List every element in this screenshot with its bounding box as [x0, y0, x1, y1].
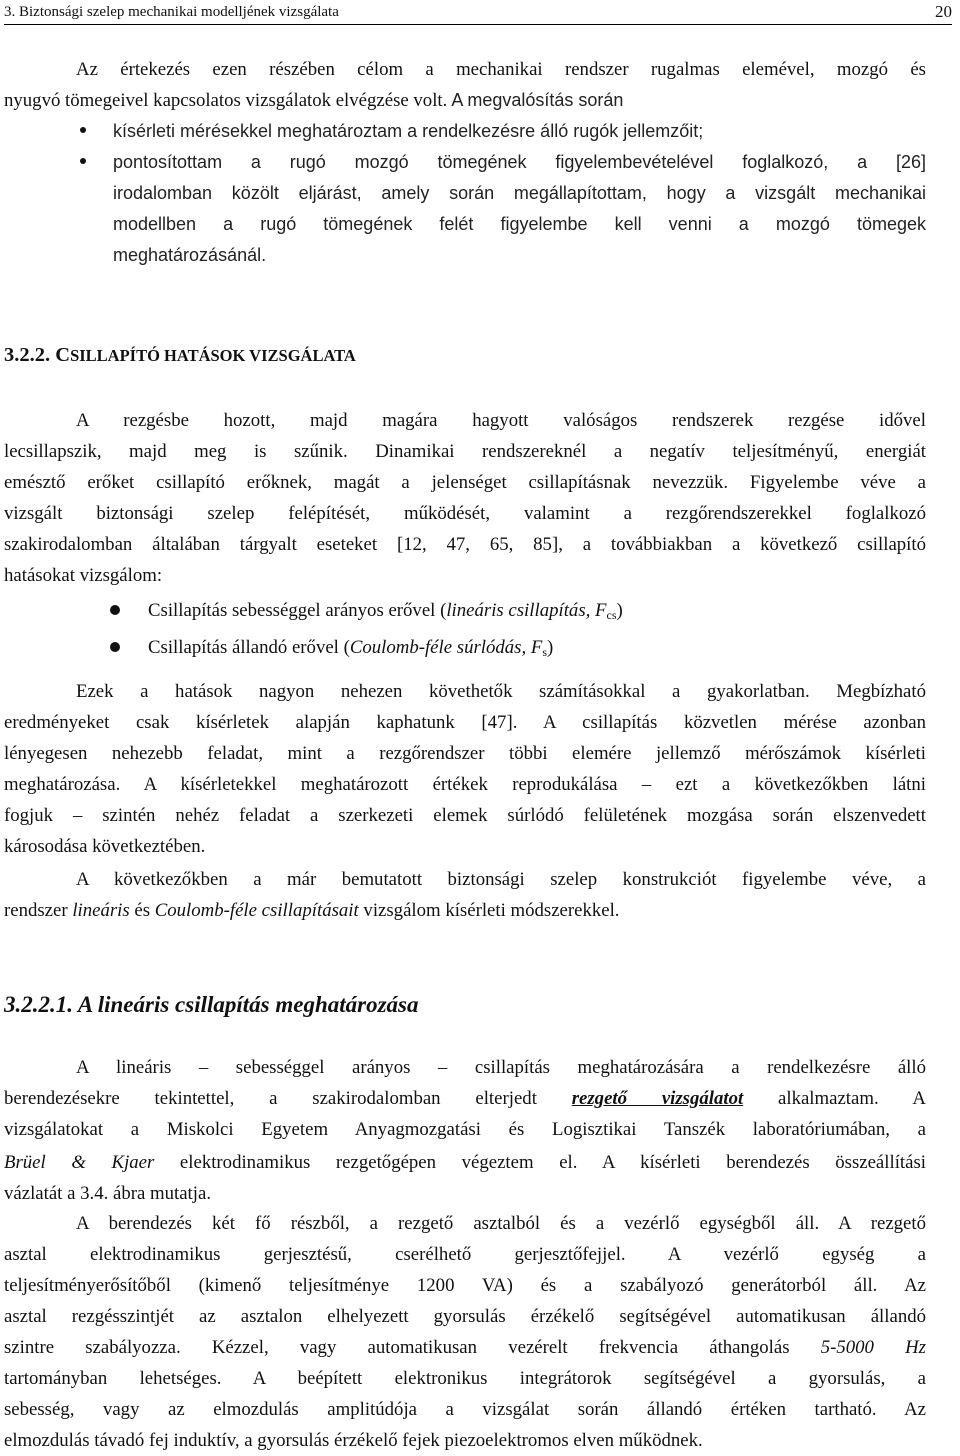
- para4-line-3: vizsgálatokat a Miskolci Egyetem Anyagmozgatási és Logisztikai Tanszék laboratóriumában, a: [4, 1119, 926, 1140]
- para5-line-5: [4, 1332, 926, 1363]
- para5-line-2: asztal elektrodinamikus gerjesztésű, cserélhető gerjesztőfejjel. A vezérlő egység a: [4, 1244, 926, 1265]
- section-title-initial: C: [55, 344, 71, 366]
- para4-line-2: [4, 1083, 926, 1114]
- para5-line-7: sebesség, vagy az elmozdulás amplitúdója a vizsgálat során állandó értéken tartható. Az: [4, 1399, 926, 1420]
- damping-bullet-1-sub: cs: [606, 608, 617, 622]
- bullet-icon: [110, 605, 120, 615]
- para4-text-a: berendezésekre tekintettel, a szakirodalomban elterjedt: [4, 1088, 572, 1109]
- intro-line-2-text: nyugvó tömegeivel kapcsolatos vizsgálatok elvégzése volt.: [4, 90, 448, 111]
- para3-italic-1: lineáris: [72, 900, 130, 921]
- para3-italic-2: Coulomb-féle csillapításait: [154, 900, 359, 921]
- para2-line-1: Ezek a hatások nagyon nehezen követhetők számításokkal a gyakorlatban. Megbízható: [76, 681, 926, 702]
- damping-bullet-2-sub: s: [542, 645, 548, 659]
- para5-line-3: teljesítményerősítőből (kimenő teljesítménye 1200 VA) és a szabályozó generátorból áll. Az: [4, 1275, 926, 1296]
- bullet-2-line-1: pontosítottam a rugó mozgó tömegének figyelembevételével foglalkozó, a [26]: [113, 152, 926, 172]
- para4-text-b: elektrodinamikus rezgetőgépen végeztem el. A kísérleti berendezés összeállítási: [154, 1152, 926, 1173]
- damping-bullet-1-end: ): [616, 600, 623, 621]
- bullet-icon: [110, 642, 120, 652]
- bullet-2-line-2: irodalomban közölt eljárást, amely során megállapítottam, hogy a vizsgált mechanikai: [113, 183, 926, 203]
- damping-bullet-1-italic: lineáris csillapítás, F: [446, 600, 607, 621]
- section-heading-3-2-2-1: [4, 989, 419, 1020]
- damping-bullet-1-text: Csillapítás sebességgel arányos erővel (: [148, 600, 447, 621]
- page-header: [4, 0, 952, 25]
- section-number: 3.2.2.: [4, 344, 51, 366]
- para1-line-6: hatásokat vizsgálom:: [4, 565, 163, 586]
- damping-bullet-2: [148, 632, 748, 668]
- section-heading-3-2-2: [4, 340, 356, 371]
- para1-line-3: emésztő erőket csillapító erőknek, magát a jelenséget csillapításnak nevezzük. Figyelembe véve a: [4, 472, 926, 493]
- para1-line-4: vizsgált biztonsági szelep felépítését, működését, valamint a rezgőrendszerekkel foglalkozó: [4, 503, 926, 524]
- para5-line-1: A berendezés két fő részből, a rezgető asztalból és a vezérlő egységből áll. A rezgető: [76, 1213, 926, 1234]
- para4-line-1: A lineáris – sebességgel arányos – csillapítás meghatározására a rendelkezésre álló: [76, 1057, 926, 1078]
- intro-lead-in-text: A megvalósítás során: [451, 90, 624, 110]
- para3-line-1: A következőkben a már bemutatott biztonsági szelep konstrukciót figyelembe véve, a: [76, 869, 926, 890]
- intro-line-2: [4, 85, 926, 116]
- intro-lead-in: [447, 90, 623, 110]
- para4-italic: Brüel & Kjaer: [4, 1152, 155, 1173]
- damping-bullet-2-end: ): [547, 637, 554, 658]
- para5-line-8: elmozdulás távadó fej induktív, a gyorsulás érzékelő fejek piezoelektromos elven működnek.: [4, 1430, 703, 1451]
- para4-line-4: [4, 1147, 926, 1178]
- bullet-2-line-3: modellben a rugó tömegének felét figyelembe kell venni a mozgó tömegek: [113, 214, 926, 234]
- para5-line-6: tartományban lehetséges. A beépített elektronikus integrátorok segítségével a gyorsulás, a: [4, 1368, 926, 1389]
- para5-line-4: asztal rezgésszintjét az asztalon elhelyezett gyorsulás érzékelő segítségével automatikusan állandó: [4, 1306, 926, 1327]
- para3-text-a: rendszer: [4, 900, 73, 921]
- para4-bold-italic: rezgető vizsgálatot: [571, 1088, 744, 1109]
- para3-line-2: [4, 895, 926, 926]
- para1-line-5: szakirodalomban általában tárgyalt eseteket [12, 47, 65, 85], a továbbiakban a következő csillapító: [4, 534, 926, 555]
- para3-text-b: és: [129, 900, 155, 921]
- para2-line-6: károsodása következtében.: [4, 836, 206, 857]
- para5-text-a: szintre szabályozza. Kézzel, vagy automatikusan vezérelt frekvencia áthangolás: [4, 1337, 821, 1358]
- para2-line-4: meghatározása. A kísérletekkel meghatározott értékek reprodukálása – ezt a következőkben látni: [4, 774, 926, 795]
- damping-bullet-2-text: Csillapítás állandó erővel (: [148, 637, 350, 658]
- subsection-title: A lineáris csillapítás meghatározása: [77, 992, 419, 1017]
- section-title-rest: SILLAPÍTÓ HATÁSOK VIZSGÁLATA: [70, 346, 356, 365]
- page-number: 20: [935, 2, 952, 21]
- para2-line-3: lényegesen nehezebb feladat, mint a rezgőrendszer többi elemére jellemző mérőszámok kísérleti: [4, 743, 926, 764]
- subsection-number: 3.2.2.1.: [4, 992, 73, 1017]
- para1-line-2: lecsillapszik, majd meg is szűnik. Dinamikai rendszereknél a negatív teljesítményű, energiát: [4, 441, 926, 462]
- damping-bullet-2-italic: Coulomb-féle súrlódás, F: [349, 637, 543, 658]
- para4-line-5: vázlatát a 3.4. ábra mutatja.: [4, 1183, 212, 1204]
- para2-line-5: fogjuk – szintén nehéz feladat a szerkezeti elemek súrlódó felületének mozgása során elszenvedett: [4, 805, 926, 826]
- chapter-title: 3. Biztonsági szelep mechanikai modelljének vizsgálata: [4, 4, 339, 20]
- para5-italic: 5-5000 Hz: [820, 1337, 926, 1358]
- bullet-1: kísérleti mérésekkel meghatároztam a rendelkezésre álló rugók jellemzőit;: [113, 121, 704, 141]
- para1-line-1: A rezgésbe hozott, majd magára hagyott valóságos rendszerek rezgése idővel: [76, 410, 926, 431]
- intro-line-1: Az értekezés ezen részében célom a mechanikai rendszer rugalmas elemével, mozgó és: [76, 59, 926, 80]
- damping-bullet-1: [148, 595, 748, 631]
- bullet-icon: [80, 158, 86, 164]
- para4-text-c: alkalmaztam. A: [743, 1088, 926, 1109]
- bullet-2-line-4: meghatározásánál.: [113, 245, 267, 265]
- para2-line-2: eredményeket csak kísérletek alapján kaphatunk [47]. A csillapítás közvetlen mérése azonban: [4, 712, 926, 733]
- bullet-icon: [80, 127, 86, 133]
- para3-text-c: vizsgálom kísérleti módszerekkel.: [358, 900, 620, 921]
